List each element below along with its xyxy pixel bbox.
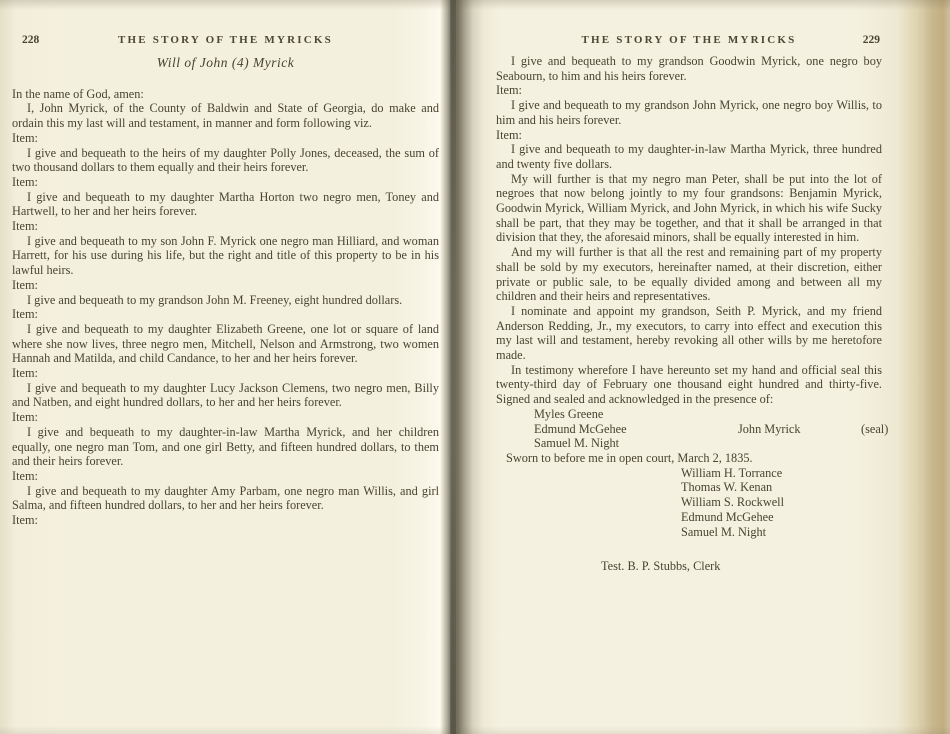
seal-label: (seal) <box>861 421 889 436</box>
item-label: Item: <box>12 410 38 425</box>
will-paragraph: I give and bequeath to my daughter Amy Parbam, one negro man Willis, and girl Salma, and fifteen hundred dollars, to her and her heirs forever. <box>12 483 439 513</box>
witness-name: Edmund McGehee <box>534 421 627 436</box>
witness-row <box>534 421 889 437</box>
right-page-body <box>496 54 889 574</box>
right-page-number: 229 <box>862 34 880 46</box>
will-opening-line: In the name of God, amen: <box>12 86 144 101</box>
sworn-statement: Sworn to before me in open court, March 2, 1835. <box>506 450 753 465</box>
left-page-number: 228 <box>22 34 40 46</box>
witness-name: Myles Greene <box>534 406 604 421</box>
will-paragraph: And my will further is that all the rest and remaining part of my property shall be sold by my executors, hereinafter named, at their discretion, either private or public sale, to be equally divided among and between all my children and their heirs and representatives. <box>496 245 882 304</box>
item-label: Item: <box>12 468 38 483</box>
witness-row <box>534 407 882 422</box>
item-label: Item: <box>12 219 38 234</box>
item-label: Item: <box>496 127 522 142</box>
witness-name: Samuel M. Night <box>534 436 620 451</box>
book-gutter-shadow <box>450 0 456 734</box>
will-paragraph: I give and bequeath to my daughter Lucy Jackson Clemens, two negro men, Billy and Natben, and eight hundred dollars, to her and her heirs forever. <box>12 380 439 410</box>
item-label: Item: <box>12 513 38 528</box>
will-paragraph: I give and bequeath to the heirs of my daughter Polly Jones, deceased, the sum of two thousand dollars to them equally and their heirs forever. <box>12 145 439 175</box>
will-paragraph: I give and bequeath to my daughter-in-law Martha Myrick, and her children equally, one negro man Tom, and one girl Betty, and fifteen hundred dollars, to them and their heirs forever. <box>12 424 439 469</box>
right-page <box>496 0 889 574</box>
signing-witness-block <box>496 406 889 451</box>
left-running-header: THE STORY OF THE MYRICKS <box>117 34 333 46</box>
will-paragraph: I give and bequeath to my son John F. Myrick one negro man Hilliard, and woman Harrett, for his use during his life, but the right and title of this property to be in his lawful heirs. <box>12 233 439 278</box>
will-paragraph: I give and bequeath to my daughter-in-law Martha Myrick, three hundred and twenty five dollars. <box>496 142 882 171</box>
will-paragraph: My will further is that my negro man Peter, shall be put into the lot of negroes that now belong jointly to my four grandsons: Benjamin Myrick, Goodwin Myrick, William Myrick, and John Myrick, in which his wife Sucky shall be part, that they may be together, and that it shall be arranged in that division that they, the aforesaid minors, shall be equally interested in him. <box>496 171 882 245</box>
court-witness-name: Edmund McGehee <box>681 509 774 524</box>
court-witness-name: Samuel M. Night <box>681 524 767 539</box>
will-paragraph: I give and bequeath to my daughter Martha Horton two negro men, Toney and Hartwell, to her and her heirs forever. <box>12 189 439 219</box>
item-label: Item: <box>12 130 38 145</box>
testator-signature: John Myrick <box>738 421 801 436</box>
witness-row <box>534 436 882 451</box>
left-page <box>12 0 439 528</box>
will-paragraph: I give and bequeath to my daughter Elizabeth Greene, one lot or square of land where she now lives, three negro men, Mitchell, Nelson and Armstrong, two women Hannah and Matilda, and child Candance, to her and her heirs forever. <box>12 321 439 366</box>
item-label: Item: <box>12 307 38 322</box>
right-page-header <box>496 33 882 48</box>
will-paragraph: I give and bequeath to my grandson John M. Freeney, eight hundred dollars. <box>27 292 403 307</box>
court-witness-name: William H. Torrance <box>681 465 783 480</box>
court-witness-list <box>496 466 882 540</box>
will-paragraph: I give and bequeath to my grandson Goodwin Myrick, one negro boy Seabourn, to him and his heirs forever. <box>496 54 882 83</box>
item-label: Item: <box>12 174 38 189</box>
court-witness-name: William S. Rockwell <box>681 495 784 510</box>
item-label: Item: <box>496 83 522 98</box>
section-title: Will of John (4) Myrick <box>156 55 295 70</box>
item-label: Item: <box>12 277 38 292</box>
left-page-header <box>12 33 439 48</box>
will-paragraph: In testimony wherefore I have hereunto set my hand and official seal this twenty-third day of February one thousand eight hundred and thirty-five. Signed and sealed and acknowledged in the presence of: <box>496 362 882 407</box>
item-label: Item: <box>12 366 38 381</box>
right-running-header: THE STORY OF THE MYRICKS <box>581 34 797 46</box>
clerk-attestation: Test. B. P. Stubbs, Clerk <box>601 559 721 574</box>
will-paragraph: I, John Myrick, of the County of Baldwin and State of Georgia, do make and ordain this my last will and testament, in manner and form following viz. <box>12 101 439 131</box>
will-paragraph: I give and bequeath to my grandson John Myrick, one negro boy Willis, to him and his heirs forever. <box>496 98 882 127</box>
court-witness-name: Thomas W. Kenan <box>681 480 773 495</box>
will-paragraph: I nominate and appoint my grandson, Seith P. Myrick, and my friend Anderson Redding, Jr., my executors, to carry into effect and execution this my last will and testament, hereby revoking all other wills by me heretofore made. <box>496 303 882 363</box>
